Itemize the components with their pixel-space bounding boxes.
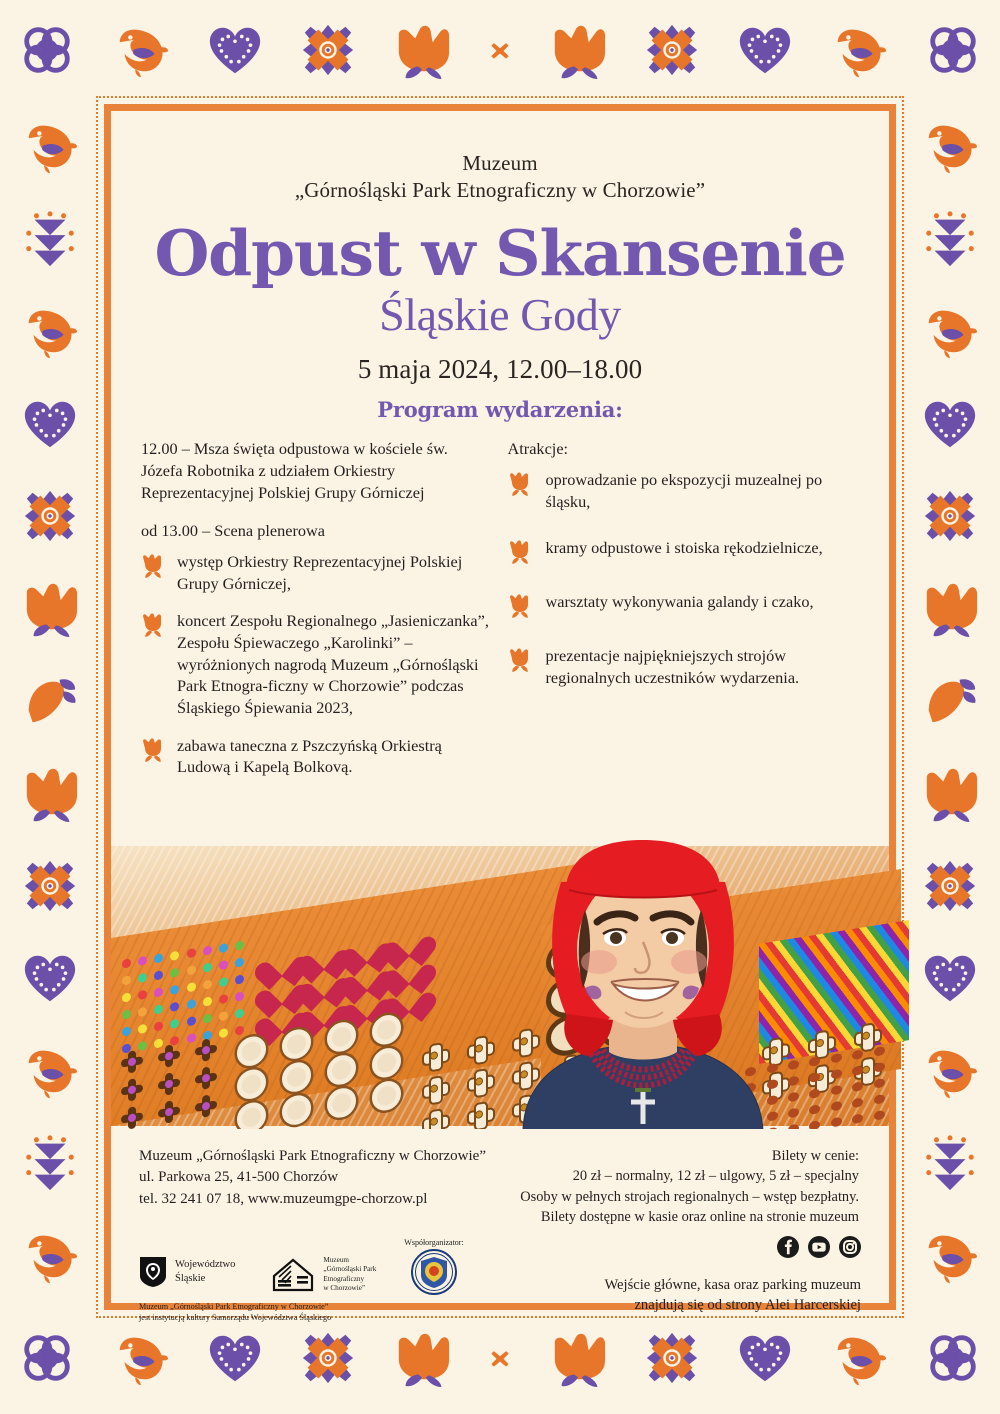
donut-cookie [282,1027,311,1061]
institution-note [139,1301,464,1323]
attraction-list-item [508,645,857,688]
cross-flower-motif [921,857,979,915]
program-column-left [141,438,490,794]
coorganizer-emblem-icon [411,1249,457,1295]
entrance-line-2: znajdują się od strony Alei Harcerskiej [634,1297,861,1314]
institution-note-line-1: Muzeum „Górnośląski Park Etnograficzny w Chorzowie” [139,1301,329,1311]
entrance-info [531,1275,861,1316]
donut-cookie [327,1086,356,1120]
attraction-list-item-label: prezentacje najpiękniejszych strojów regionalnych uczestników wydarzenia. [545,646,800,687]
bird-motif [112,1329,170,1387]
youtube-icon[interactable] [808,1236,830,1258]
flower-cookie [120,1048,144,1076]
program-list-item [141,610,490,718]
social-links [531,1236,861,1258]
program-list-item [141,735,490,778]
attraction-list-item-label: kramy odpustowe i stoiska rękodzielnicze, [545,538,823,558]
tulip-bullet-icon [508,594,532,620]
program-stage-intro: od 13.00 – Scena plenerowa [141,521,326,541]
institution-note-line-2: jest instytucją kultury Samorządu Województwa Śląskiego [139,1312,332,1322]
bird-motif [21,1042,79,1100]
instagram-icon[interactable] [839,1236,861,1258]
donut-cookie [237,1067,266,1101]
poster-footer [111,1129,889,1322]
dotted-heart-motif [921,949,979,1007]
tulip-motif [921,764,979,822]
donut-cookie [237,1034,266,1068]
footer-bottom-row [111,1228,889,1323]
flower-cookie [120,1104,144,1132]
gpe-line-2: „Górnośląski Park [323,1265,377,1274]
flower-cookie [194,1036,218,1064]
tickets-availability: Bilety dostępne w kasie oraz online na stronie muzeum [540,1209,859,1226]
donut-cookie [372,1046,401,1080]
footer-top-row [111,1129,889,1228]
coorganizer-block [404,1238,463,1295]
program-mass-text: 12.00 – Msza święta odpustowa w kościele św. Józefa Robotnika z udziałem Orkiestry Reprezentacyjnej Polskiej Grupy Górniczej [141,439,448,502]
triangle-stack-motif [21,1134,79,1192]
program-list-item-label: występ Orkiestry Reprezentacyjnej Polskiej Grupy Górniczej, [177,551,463,593]
border-band-top [0,0,1000,100]
flower-cookie [157,1070,181,1098]
flower-cookie [194,1064,218,1092]
coorganizer-label: Współorganizator: [404,1237,464,1247]
program-heading: Program wydarzenia: [377,397,623,423]
entrance-line-1: Wejście główne, kasa oraz parking muzeum [604,1276,861,1293]
attraction-list-item [508,469,857,512]
donut-cookie [372,1079,401,1113]
star-cookie [420,1072,448,1104]
gpe-museum-logo [271,1256,376,1294]
leaf-motif [21,672,79,730]
flower-cookie [157,1042,181,1070]
museum-house-icon [271,1258,317,1292]
dotted-heart-motif [921,395,979,453]
bird-motif [921,117,979,175]
bird-motif [830,21,888,79]
cross-flower-motif [643,1329,701,1387]
facebook-icon[interactable] [777,1236,799,1258]
tulip-bullet-icon [141,613,165,639]
poster-content [111,111,889,1322]
program-columns [111,438,889,794]
donut-cookie [282,1093,311,1127]
museum-line-1: Muzeum [462,151,538,175]
event-date: 5 maja 2024, 12.00–18.00 [357,354,643,385]
bird-motif [21,117,79,175]
cross-flower-motif [921,487,979,545]
tulip-motif [393,1329,451,1387]
flower-cookie [194,1092,218,1120]
logos-block [139,1236,464,1323]
poster-subtitle: Śląskie Gody [379,288,621,340]
celtic-knot-motif [924,21,982,79]
dotted-heart-motif [736,21,794,79]
attraction-list-item [508,537,857,566]
contact-museum-name: Muzeum „Górnośląski Park Etnograficzny w Chorzowie” [139,1148,486,1164]
celtic-knot-motif [18,21,76,79]
contact-phone-web[interactable]: tel. 32 241 07 18, www.muzeumgpe-chorzow.pl [139,1190,428,1207]
cross-flower-motif [21,487,79,545]
dotted-heart-motif [21,949,79,1007]
voivodeship-logo-text [175,1258,235,1285]
cross-flower-motif [299,21,357,79]
bird-motif [921,1042,979,1100]
attraction-list-item-label: warsztaty wykonywania galandy i czako, [545,592,814,612]
museum-name-block [111,111,889,204]
border-band-right [900,100,1000,1302]
attraction-list-item [508,591,857,620]
cross-flower-motif [299,1329,357,1387]
triangle-stack-motif [921,210,979,268]
program-column-right [508,438,857,794]
program-list-item [141,551,490,594]
cross-flower-motif [21,857,79,915]
bird-motif [21,1227,79,1285]
gpe-line-3: Etnograficzny [323,1274,365,1283]
tulip-motif [921,579,979,637]
tulip-bullet-icon [508,540,532,566]
triangle-stack-motif [921,1134,979,1192]
donut-cookie [327,1053,356,1087]
bird-motif [21,302,79,360]
poster-title: Odpust w Skansenie [154,215,846,290]
attraction-list-item-label: oprowadzanie po ekspozycji muzealnej po śląsku, [545,469,823,511]
dotted-heart-motif [206,1329,264,1387]
tulip-motif [21,579,79,637]
bird-motif [921,302,979,360]
voivodeship-line-1: Województwo [175,1259,236,1271]
bird-motif [830,1329,888,1387]
program-list-item-label: zabawa taneczna z Pszczyńską Orkiestrą Ludową i Kapelą Bolkovą. [177,735,442,777]
bird-motif [112,21,170,79]
cross-flower-motif [643,21,701,79]
festival-illustration [111,846,889,1126]
tickets-prices: 20 zł – normalny, 12 zł – ulgowy, 5 zł – specjalny [572,1168,859,1185]
museum-line-2: „Górnośląski Park Etnograficzny w Chorzowie” [294,177,706,202]
flower-cookie [157,1098,181,1126]
contact-address: ul. Parkowa 25, 41-500 Chorzów [139,1169,339,1186]
tulip-bullet-icon [508,648,532,674]
tulip-bullet-icon [508,472,532,498]
leaf-motif [921,672,979,730]
donut-cookie [327,1020,356,1054]
gpe-line-4: w Chorzowie” [323,1284,366,1293]
voivodeship-logo [139,1256,235,1288]
tickets-block [520,1146,859,1228]
star-cookie [420,1039,448,1071]
dotted-heart-motif [21,395,79,453]
dotted-heart-motif [206,21,264,79]
tulip-motif [21,764,79,822]
silesian-eagle-icon [139,1256,167,1288]
celtic-knot-motif [18,1329,76,1387]
donut-cookie [372,1013,401,1047]
x-motif [487,37,513,63]
dotted-heart-motif [736,1329,794,1387]
tulip-bullet-icon [141,554,165,580]
tickets-heading: Bilety w cenie: [771,1148,859,1164]
donut-cookie [282,1060,311,1094]
program-list-item-label: koncert Zespołu Regionalnego „Jasieniczanka”, Zespołu Śpiewaczego „Karolinki” – wyróżnionych nagrodą Muzeum „Górnośląski Park Etnogra-ficzny w Chorzowie” podczas Śląskiego Śpiewania 2023, [177,611,489,717]
celtic-knot-motif [924,1329,982,1387]
attractions-heading: Atrakcje: [507,439,569,459]
voivodeship-line-2: Śląskie [175,1272,206,1284]
gpe-logo-text [323,1256,376,1294]
footer-right-block [531,1236,861,1323]
bird-motif [921,1227,979,1285]
triangle-stack-motif [21,210,79,268]
gpe-line-1: Muzeum [323,1255,349,1264]
woman-in-folk-costume [463,838,823,1130]
tulip-motif [549,1329,607,1387]
x-motif [487,1345,513,1371]
tulip-bullet-icon [141,738,165,764]
tulip-motif [393,21,451,79]
contact-block [139,1146,486,1228]
border-band-left [0,100,100,1302]
logo-group [139,1237,464,1323]
tulip-motif [549,21,607,79]
flower-cookie-goods [113,1033,225,1135]
tickets-free-entry: Osoby w pełnych strojach regionalnych – wstęp bezpłatny. [520,1188,859,1205]
flower-cookie [120,1076,144,1104]
